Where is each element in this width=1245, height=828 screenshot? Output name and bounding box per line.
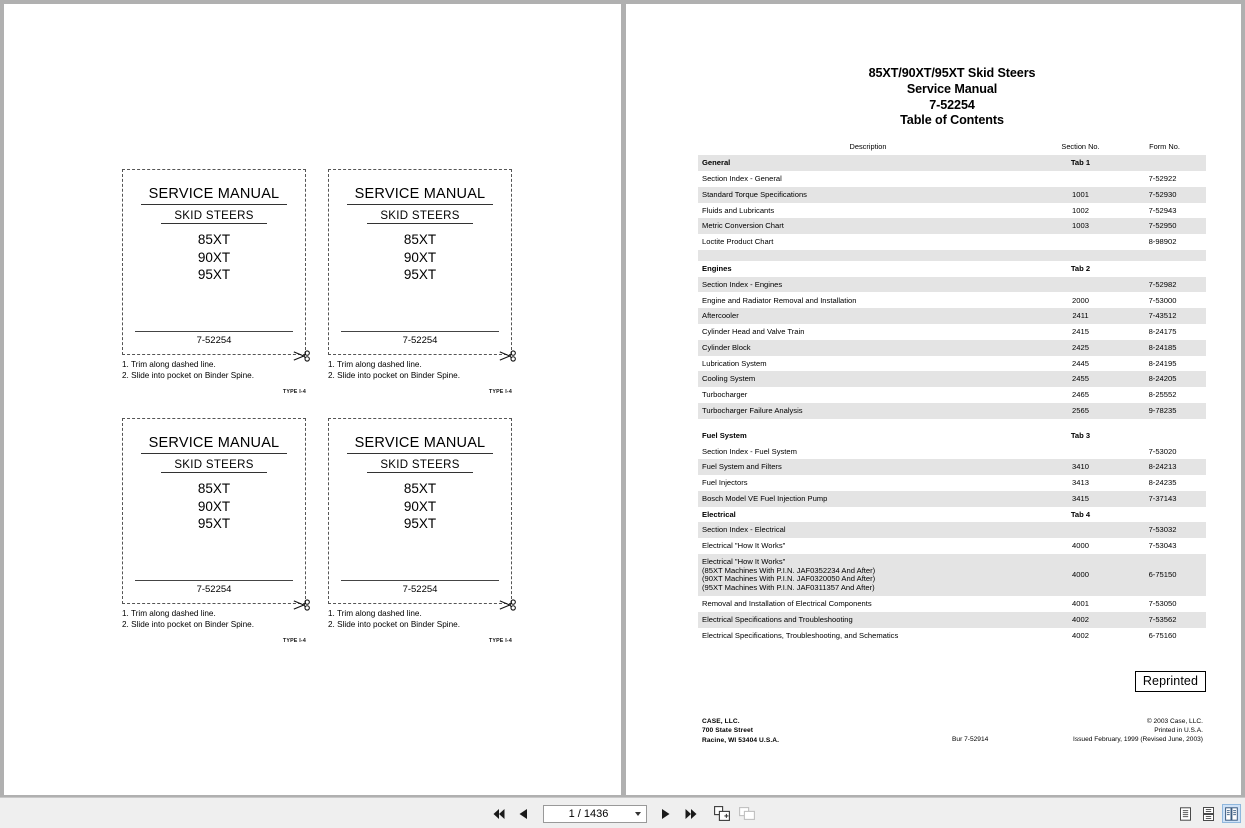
cell-form-no bbox=[1123, 250, 1206, 261]
table-row bbox=[698, 596, 1206, 612]
previous-page-button[interactable] bbox=[515, 804, 532, 823]
card-type-code: TYPE I-4 bbox=[282, 389, 306, 395]
table-row bbox=[698, 459, 1206, 475]
view-mode-controls bbox=[1176, 798, 1241, 828]
card-model: 90XT bbox=[197, 249, 231, 265]
cell-form-no bbox=[1123, 261, 1206, 277]
table-row bbox=[698, 187, 1206, 203]
cell-description: Cylinder Head and Valve Train bbox=[702, 327, 805, 337]
page-title-line: Service Manual bbox=[906, 81, 998, 96]
cell-form-no: 7-52943 bbox=[1148, 205, 1177, 215]
binder-spine-card-unit bbox=[122, 169, 306, 395]
cell-description: Loctite Product Chart bbox=[702, 237, 774, 247]
cell-section-no: Tab 4 bbox=[1070, 509, 1091, 519]
cell-section-no: 2465 bbox=[1072, 390, 1089, 400]
add-page-button[interactable] bbox=[714, 804, 731, 823]
toc-body bbox=[698, 155, 1206, 643]
table-row bbox=[698, 538, 1206, 554]
footer-copyright-line: Issued February, 1999 (Revised June, 2003) bbox=[1073, 736, 1203, 744]
table-row bbox=[698, 522, 1206, 538]
cell-form-no: 8-24213 bbox=[1123, 459, 1206, 475]
cell-description: Section Index - General bbox=[702, 174, 782, 184]
cell-description: Engine and Radiator Removal and Installation bbox=[702, 295, 857, 305]
cell-form-no: 7-52950 bbox=[1123, 218, 1206, 234]
card-models bbox=[341, 480, 499, 533]
cell-form-no: 8-24235 bbox=[1148, 478, 1177, 488]
card-note: 1. Trim along dashed line. bbox=[328, 360, 422, 369]
column-header-section: Section No. bbox=[1061, 142, 1100, 152]
table-row bbox=[698, 428, 1206, 444]
cell-description: Section Index - Electrical bbox=[698, 522, 1038, 538]
card-type-code: TYPE I-4 bbox=[282, 638, 306, 644]
table-row bbox=[698, 491, 1206, 507]
card-model: 90XT bbox=[197, 498, 231, 514]
card-row bbox=[122, 169, 512, 395]
cell-form-no bbox=[1123, 155, 1206, 171]
table-row bbox=[698, 419, 1206, 428]
single-page-view-button[interactable] bbox=[1176, 804, 1195, 823]
column-header-form: Form No. bbox=[1149, 142, 1180, 152]
card-number: 7-52254 bbox=[341, 580, 499, 595]
card-subtitle: SKID STEERS bbox=[161, 210, 267, 224]
cell-form-no: 7-52930 bbox=[1123, 187, 1206, 203]
card-number: 7-52254 bbox=[341, 331, 499, 346]
cell-description: Removal and Installation of Electrical Components bbox=[702, 599, 872, 609]
card-subtitle: SKID STEERS bbox=[367, 459, 473, 473]
card-model: 90XT bbox=[403, 249, 437, 265]
cell-form-no: 8-24205 bbox=[1123, 371, 1206, 387]
cell-description: Electrical "How It Works" (85XT Machines With P.I.N. JAF0352234 And After) (90XT Machines With P.I.N. JAF0320050 And After) (95XT Machines With P.I.N. JAF0311357 And After) bbox=[698, 554, 1038, 596]
card-title: SERVICE MANUAL bbox=[141, 186, 287, 205]
binder-spine-card bbox=[328, 169, 512, 355]
table-row bbox=[698, 292, 1206, 308]
footer-company-line: 700 State Street bbox=[702, 727, 754, 735]
scissors-icon bbox=[499, 598, 519, 612]
cell-section-no: 3410 bbox=[1038, 459, 1123, 475]
cell-section-no bbox=[1038, 277, 1123, 293]
binder-spine-card-unit bbox=[328, 418, 512, 644]
card-model: 95XT bbox=[197, 267, 231, 282]
cell-section-no bbox=[1038, 443, 1123, 459]
card-model: 85XT bbox=[197, 481, 231, 496]
cell-description: Metric Conversion Chart bbox=[698, 218, 1038, 234]
card-note: 1. Trim along dashed line. bbox=[122, 609, 216, 618]
cell-description: Section Index - Engines bbox=[698, 277, 1038, 293]
page-title bbox=[698, 66, 1206, 129]
cell-section-no: 4002 bbox=[1072, 630, 1089, 640]
table-row bbox=[698, 371, 1206, 387]
cell-section-no: Tab 1 bbox=[1038, 155, 1123, 171]
reprinted-stamp-container bbox=[698, 671, 1206, 692]
cell-form-no bbox=[1123, 507, 1206, 523]
footer-copyright-line: Printed in U.S.A. bbox=[1154, 726, 1203, 734]
table-row bbox=[698, 340, 1206, 356]
continuous-view-button[interactable] bbox=[1199, 804, 1218, 823]
cell-form-no: 7-53032 bbox=[1123, 522, 1206, 538]
cell-form-no: 7-52982 bbox=[1123, 277, 1206, 293]
cell-description: Fuel System bbox=[702, 430, 747, 440]
cell-section-no: Tab 3 bbox=[1070, 430, 1091, 440]
cell-form-no: 7-53562 bbox=[1123, 612, 1206, 628]
card-title: SERVICE MANUAL bbox=[347, 435, 493, 454]
cell-section-no: 1002 bbox=[1072, 205, 1089, 215]
table-row bbox=[698, 475, 1206, 491]
cell-form-no: 9-78235 bbox=[1123, 403, 1206, 419]
duplicate-page-button[interactable] bbox=[739, 804, 756, 823]
footer-company-address bbox=[702, 717, 779, 746]
table-row bbox=[698, 155, 1206, 171]
cell-section-no bbox=[1038, 419, 1123, 428]
toc-header-row bbox=[698, 142, 1206, 155]
card-models bbox=[341, 231, 499, 284]
card-model: 85XT bbox=[403, 232, 437, 247]
page-number-input[interactable] bbox=[543, 805, 647, 823]
table-row bbox=[698, 261, 1206, 277]
cell-description: Cylinder Block bbox=[698, 340, 1038, 356]
card-note: 2. Slide into pocket on Binder Spine. bbox=[328, 370, 460, 380]
scissors-icon bbox=[293, 349, 313, 363]
footer-copyright bbox=[1073, 717, 1203, 745]
cell-description bbox=[698, 419, 1038, 428]
cell-section-no: 3415 bbox=[1038, 491, 1123, 507]
table-of-contents-page bbox=[698, 66, 1206, 757]
cell-section-no: 2415 bbox=[1072, 327, 1089, 337]
table-row bbox=[698, 443, 1206, 459]
cell-description: Electrical Specifications and Troubleshooting bbox=[698, 612, 1038, 628]
card-models bbox=[135, 231, 293, 284]
cell-section-no: 3413 bbox=[1072, 478, 1089, 488]
table-row bbox=[698, 218, 1206, 234]
cell-section-no: 2445 bbox=[1072, 358, 1089, 368]
cell-section-no: 2411 bbox=[1038, 308, 1123, 324]
card-model: 95XT bbox=[403, 267, 437, 282]
binder-spine-card-unit bbox=[328, 169, 512, 395]
card-note: 2. Slide into pocket on Binder Spine. bbox=[122, 619, 254, 629]
card-note: 2. Slide into pocket on Binder Spine. bbox=[328, 619, 460, 629]
page-navigation-controls bbox=[490, 798, 756, 828]
cell-form-no: 7-52922 bbox=[1148, 174, 1177, 184]
cell-form-no bbox=[1123, 428, 1206, 444]
document-page-left bbox=[4, 4, 621, 795]
cell-form-no: 8-98902 bbox=[1148, 237, 1177, 247]
cell-description: Fuel Injectors bbox=[702, 478, 748, 488]
cell-section-no: 2425 bbox=[1038, 340, 1123, 356]
cell-form-no: 8-24175 bbox=[1148, 327, 1177, 337]
table-row bbox=[698, 250, 1206, 261]
footer-company-line: Racine, WI 53404 U.S.A. bbox=[702, 736, 780, 744]
cell-section-no: 1001 bbox=[1038, 187, 1123, 203]
card-model: 85XT bbox=[403, 481, 437, 496]
card-title: SERVICE MANUAL bbox=[141, 435, 287, 454]
cell-section-no: 1003 bbox=[1038, 218, 1123, 234]
page-title-line: Table of Contents bbox=[900, 113, 1004, 128]
page-title-line: 85XT/90XT/95XT Skid Steers bbox=[868, 66, 1036, 80]
cell-section-no: Tab 2 bbox=[1070, 263, 1091, 273]
cell-section-no: 2565 bbox=[1038, 403, 1123, 419]
cell-section-no: 2000 bbox=[1072, 295, 1089, 305]
card-type-code: TYPE I-4 bbox=[488, 638, 512, 644]
page-title-line: 7-52254 bbox=[929, 97, 975, 112]
card-note: 1. Trim along dashed line. bbox=[122, 360, 216, 369]
table-row bbox=[698, 203, 1206, 219]
card-subtitle: SKID STEERS bbox=[367, 210, 473, 224]
table-row bbox=[698, 612, 1206, 628]
scissors-icon bbox=[293, 598, 313, 612]
cell-form-no: 7-43512 bbox=[1123, 308, 1206, 324]
binder-spine-card bbox=[122, 169, 306, 355]
cell-section-no: 4000 bbox=[1038, 554, 1123, 596]
cell-description: Electrical Specifications, Troubleshooting, and Schematics bbox=[702, 630, 899, 640]
card-model: 85XT bbox=[197, 232, 231, 247]
cell-form-no: 7-53050 bbox=[1148, 599, 1177, 609]
cell-section-no bbox=[1038, 234, 1123, 250]
cell-form-no: 7-53043 bbox=[1148, 541, 1177, 551]
cell-description: Engines bbox=[702, 263, 732, 273]
table-row bbox=[698, 308, 1206, 324]
next-page-button[interactable] bbox=[658, 804, 675, 823]
reprinted-stamp: Reprinted bbox=[1135, 671, 1206, 692]
card-subtitle: SKID STEERS bbox=[161, 459, 267, 473]
card-model: 90XT bbox=[403, 498, 437, 514]
card-notes bbox=[122, 609, 306, 630]
table-row bbox=[698, 507, 1206, 523]
footer-copyright-line: © 2003 Case, LLC. bbox=[1146, 717, 1203, 725]
cell-section-no: 4001 bbox=[1072, 599, 1089, 609]
cell-description: Aftercooler bbox=[698, 308, 1038, 324]
card-model: 95XT bbox=[403, 516, 437, 531]
card-notes bbox=[328, 360, 512, 381]
card-models bbox=[135, 480, 293, 533]
cell-section-no: 4000 bbox=[1072, 541, 1089, 551]
first-page-button[interactable] bbox=[490, 804, 507, 823]
cell-form-no bbox=[1123, 419, 1206, 428]
toc-table bbox=[698, 142, 1206, 643]
cell-form-no: 8-25552 bbox=[1148, 390, 1177, 400]
card-notes bbox=[122, 360, 306, 381]
cell-description: Electrical bbox=[702, 509, 736, 519]
cell-section-no bbox=[1038, 250, 1123, 261]
chevron-down-icon[interactable] bbox=[635, 812, 641, 816]
cell-description: General bbox=[698, 155, 1038, 171]
cell-form-no: 6-75150 bbox=[1123, 554, 1206, 596]
cell-description: Electrical "How It Works" bbox=[702, 541, 786, 551]
table-row bbox=[698, 554, 1206, 596]
cell-description: Fuel System and Filters bbox=[698, 459, 1038, 475]
two-page-view-button[interactable] bbox=[1222, 804, 1241, 823]
card-type-code: TYPE I-4 bbox=[488, 389, 512, 395]
table-row bbox=[698, 171, 1206, 187]
card-note: 2. Slide into pocket on Binder Spine. bbox=[122, 370, 254, 380]
document-page-right bbox=[626, 4, 1241, 795]
card-number: 7-52254 bbox=[135, 331, 293, 346]
footer-company-line: CASE, LLC. bbox=[702, 717, 740, 725]
cell-form-no: 7-53000 bbox=[1148, 295, 1177, 305]
table-row bbox=[698, 324, 1206, 340]
cell-description: Turbocharger Failure Analysis bbox=[698, 403, 1038, 419]
footer-bur-number: Bur 7-52914 bbox=[952, 735, 989, 743]
card-title: SERVICE MANUAL bbox=[347, 186, 493, 205]
cell-section-no: 2455 bbox=[1038, 371, 1123, 387]
cell-description: Section Index - Fuel System bbox=[702, 446, 797, 456]
binder-spine-card-grid bbox=[122, 169, 512, 667]
cell-form-no: 6-75160 bbox=[1148, 630, 1177, 640]
binder-spine-card-unit bbox=[122, 418, 306, 644]
table-row bbox=[698, 277, 1206, 293]
cell-description bbox=[698, 250, 1038, 261]
page-footer bbox=[698, 717, 1206, 757]
table-row bbox=[698, 356, 1206, 372]
cell-section-no: 4002 bbox=[1038, 612, 1123, 628]
cell-form-no: 8-24185 bbox=[1123, 340, 1206, 356]
card-notes bbox=[328, 609, 512, 630]
table-row bbox=[698, 403, 1206, 419]
cell-section-no bbox=[1038, 171, 1123, 187]
bottom-toolbar bbox=[0, 797, 1245, 828]
card-model: 95XT bbox=[197, 516, 231, 531]
scissors-icon bbox=[499, 349, 519, 363]
cell-description: Lubrication System bbox=[702, 358, 767, 368]
table-row bbox=[698, 234, 1206, 250]
table-row bbox=[698, 628, 1206, 644]
cell-description: Standard Torque Specifications bbox=[698, 187, 1038, 203]
binder-spine-card bbox=[328, 418, 512, 604]
card-row bbox=[122, 418, 512, 644]
page-number-value: 1 / 1436 bbox=[568, 807, 609, 820]
table-row bbox=[698, 387, 1206, 403]
column-header-description: Description bbox=[849, 142, 887, 152]
cell-description: Fluids and Lubricants bbox=[702, 205, 775, 215]
cell-description: Turbocharger bbox=[702, 390, 748, 400]
last-page-button[interactable] bbox=[683, 804, 700, 823]
binder-spine-card bbox=[122, 418, 306, 604]
cell-form-no: 7-37143 bbox=[1123, 491, 1206, 507]
cell-section-no bbox=[1038, 522, 1123, 538]
cell-description: Cooling System bbox=[698, 371, 1038, 387]
card-note: 1. Trim along dashed line. bbox=[328, 609, 422, 618]
cell-description: Bosch Model VE Fuel Injection Pump bbox=[698, 491, 1038, 507]
card-number: 7-52254 bbox=[135, 580, 293, 595]
cell-form-no: 8-24195 bbox=[1148, 358, 1177, 368]
cell-form-no: 7-53020 bbox=[1148, 446, 1177, 456]
